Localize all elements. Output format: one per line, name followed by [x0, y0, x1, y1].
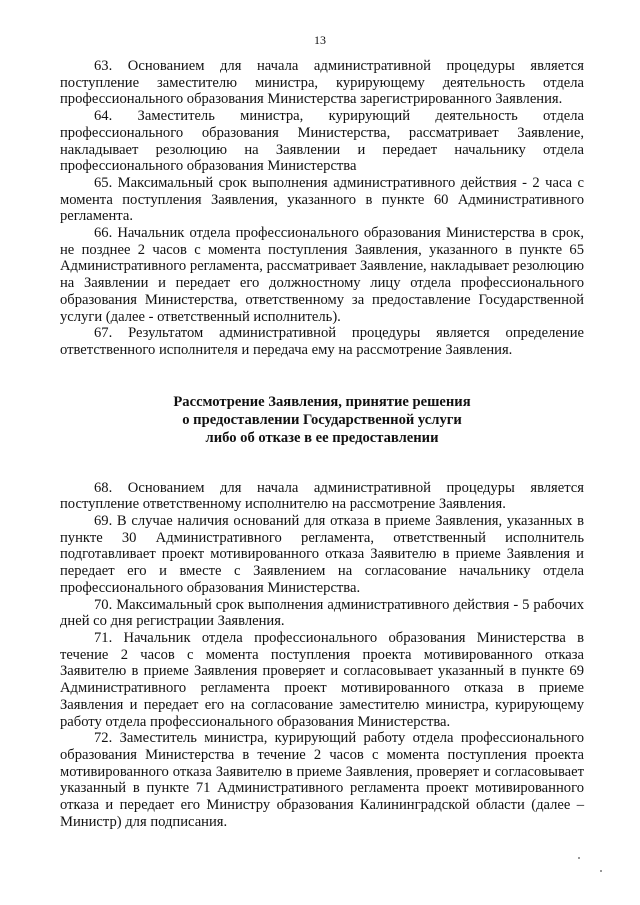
paragraph-63: 63. Основанием для начала административной процедуры является поступление заместителю министра, курирующему деятельность отдела профессионального образования Министерства зарегистрированного Заявления. — [60, 58, 584, 108]
paragraph-70: 70. Максимальный срок выполнения административного действия - 5 рабочих дней со дня регистрации Заявления. — [60, 596, 584, 630]
paragraph-66: 66. Начальник отдела профессионального образования Министерства в срок, не позднее 2 часов с момента поступления Заявления, указанного в пункте 65 Административного регламента, рассматривает Заявление, накладывает резолюцию на Заявлении и передает его должностному лицу отдела профессионального образования Министерства, ответственному за предоставление Государственной услуги (далее - ответственный исполнитель). — [60, 225, 584, 325]
paragraph-65: 65. Максимальный срок выполнения административного действия - 2 часа с момента поступления Заявления, указанного в пункте 60 Административного регламента. — [60, 174, 584, 225]
section-heading-line: либо об отказе в ее предоставлении — [205, 429, 439, 446]
scan-speck — [600, 870, 602, 872]
paragraph-68: 68. Основанием для начала административной процедуры является поступление ответственному исполнителю на рассмотрение Заявления. — [60, 479, 584, 513]
paragraph-72: 72. Заместитель министра, курирующий работу отдела профессионального образования Министерства в течение 2 часов с момента поступления проекта мотивированного отказа Заявителю в приеме Заявления, проверяет и согласовывает указанный в пункте 71 Административного регламента проект мотивированного отказа и передает его Министру образования Калининградской области (далее – Министр) для подписания. — [60, 730, 584, 830]
document-body — [60, 58, 584, 830]
paragraph-67: 67. Результатом административной процедуры является определение ответственного исполнителя и передача ему на рассмотрение Заявления. — [60, 325, 584, 358]
section-heading-line: Рассмотрение Заявления, принятие решения — [173, 393, 471, 410]
paragraph-69: 69. В случае наличия оснований для отказа в приеме Заявления, указанных в пункте 30 Административного регламента, ответственный исполнитель подготавливает проект мотивированного отказа Заявителю в приеме Заявления и передает его и вместе с Заявлением на согласование начальнику отдела профессионального образования Министерства. — [60, 513, 584, 596]
paragraph-71: 71. Начальник отдела профессионального образования Министерства в течение 2 часов с момента поступления проекта мотивированного отказа Заявителю в приеме Заявления проверяет и согласовывает указанный в пункте 69 Административного регламента проект мотивированного отказа в приеме Заявления и передает его на согласование заместителю министра, курирующему работу отдела профессионального образования Министерства. — [60, 629, 584, 730]
scan-speck — [578, 857, 580, 859]
section-heading-line: о предоставлении Государственной услуги — [182, 411, 462, 428]
section-heading — [60, 393, 584, 447]
page-number: 13 — [314, 33, 326, 47]
paragraph-64: 64. Заместитель министра, курирующий деятельность отдела профессионального образования Министерства, рассматривает Заявление, накладывает резолюцию на Заявлении и передает начальнику отдела профессионального образования Министерства — [60, 108, 584, 175]
